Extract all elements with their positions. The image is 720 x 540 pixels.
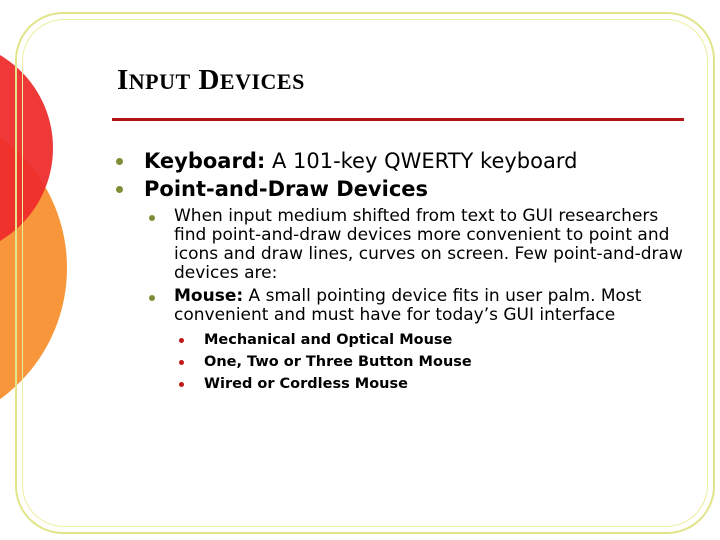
- mouse-type-list: [174, 329, 694, 395]
- mouse-type-item: [174, 351, 694, 373]
- title-smallcaps-1: NPUT: [128, 69, 191, 94]
- mouse-type-dot-icon: [179, 338, 184, 343]
- bullet-point-and-draw: [112, 175, 692, 395]
- bullet-dot-icon: [116, 158, 123, 165]
- bullet-text: Point-and-Draw Devices: [144, 177, 429, 201]
- main-bullet-list: [112, 147, 692, 399]
- mouse-type-item: [174, 373, 694, 395]
- mouse-type-text: One, Two or Three Button Mouse: [204, 354, 472, 370]
- title-smallcaps-2: EVICES: [219, 69, 305, 94]
- sub-bullet-gui: [144, 207, 694, 283]
- mouse-type-text: Mechanical and Optical Mouse: [204, 332, 453, 348]
- sub-bullet-dot-icon: [149, 215, 155, 221]
- sub-bullet-mouse: [144, 287, 694, 395]
- sub-bullet-dot-icon: [149, 295, 155, 301]
- mouse-type-dot-icon: [179, 360, 184, 365]
- sub-bullet-text: A small pointing device fits in user palm. Most convenient and must have for today’s GUI interface: [174, 286, 642, 325]
- title-initial-1: I: [117, 64, 129, 96]
- sub-bullet-list: [144, 207, 692, 395]
- bullet-text: A 101-key QWERTY keyboard: [265, 149, 578, 173]
- title-initial-2: D: [190, 64, 220, 96]
- mouse-type-text: Wired or Cordless Mouse: [204, 376, 408, 392]
- bullet-dot-icon: [116, 186, 123, 193]
- title-underline: [112, 118, 684, 121]
- mouse-type-dot-icon: [179, 382, 184, 387]
- sub-bullet-label: Mouse:: [174, 286, 244, 306]
- sub-bullet-text: When input medium shifted from text to GUI researchers find point-and-draw devices more convenient to point and icons and draw lines, curves on screen. Few point-and-draw devices are:: [174, 206, 683, 283]
- bullet-label: Keyboard:: [144, 149, 266, 173]
- mouse-type-item: [174, 329, 694, 351]
- bullet-keyboard: [112, 147, 692, 175]
- slide-title: [117, 66, 305, 95]
